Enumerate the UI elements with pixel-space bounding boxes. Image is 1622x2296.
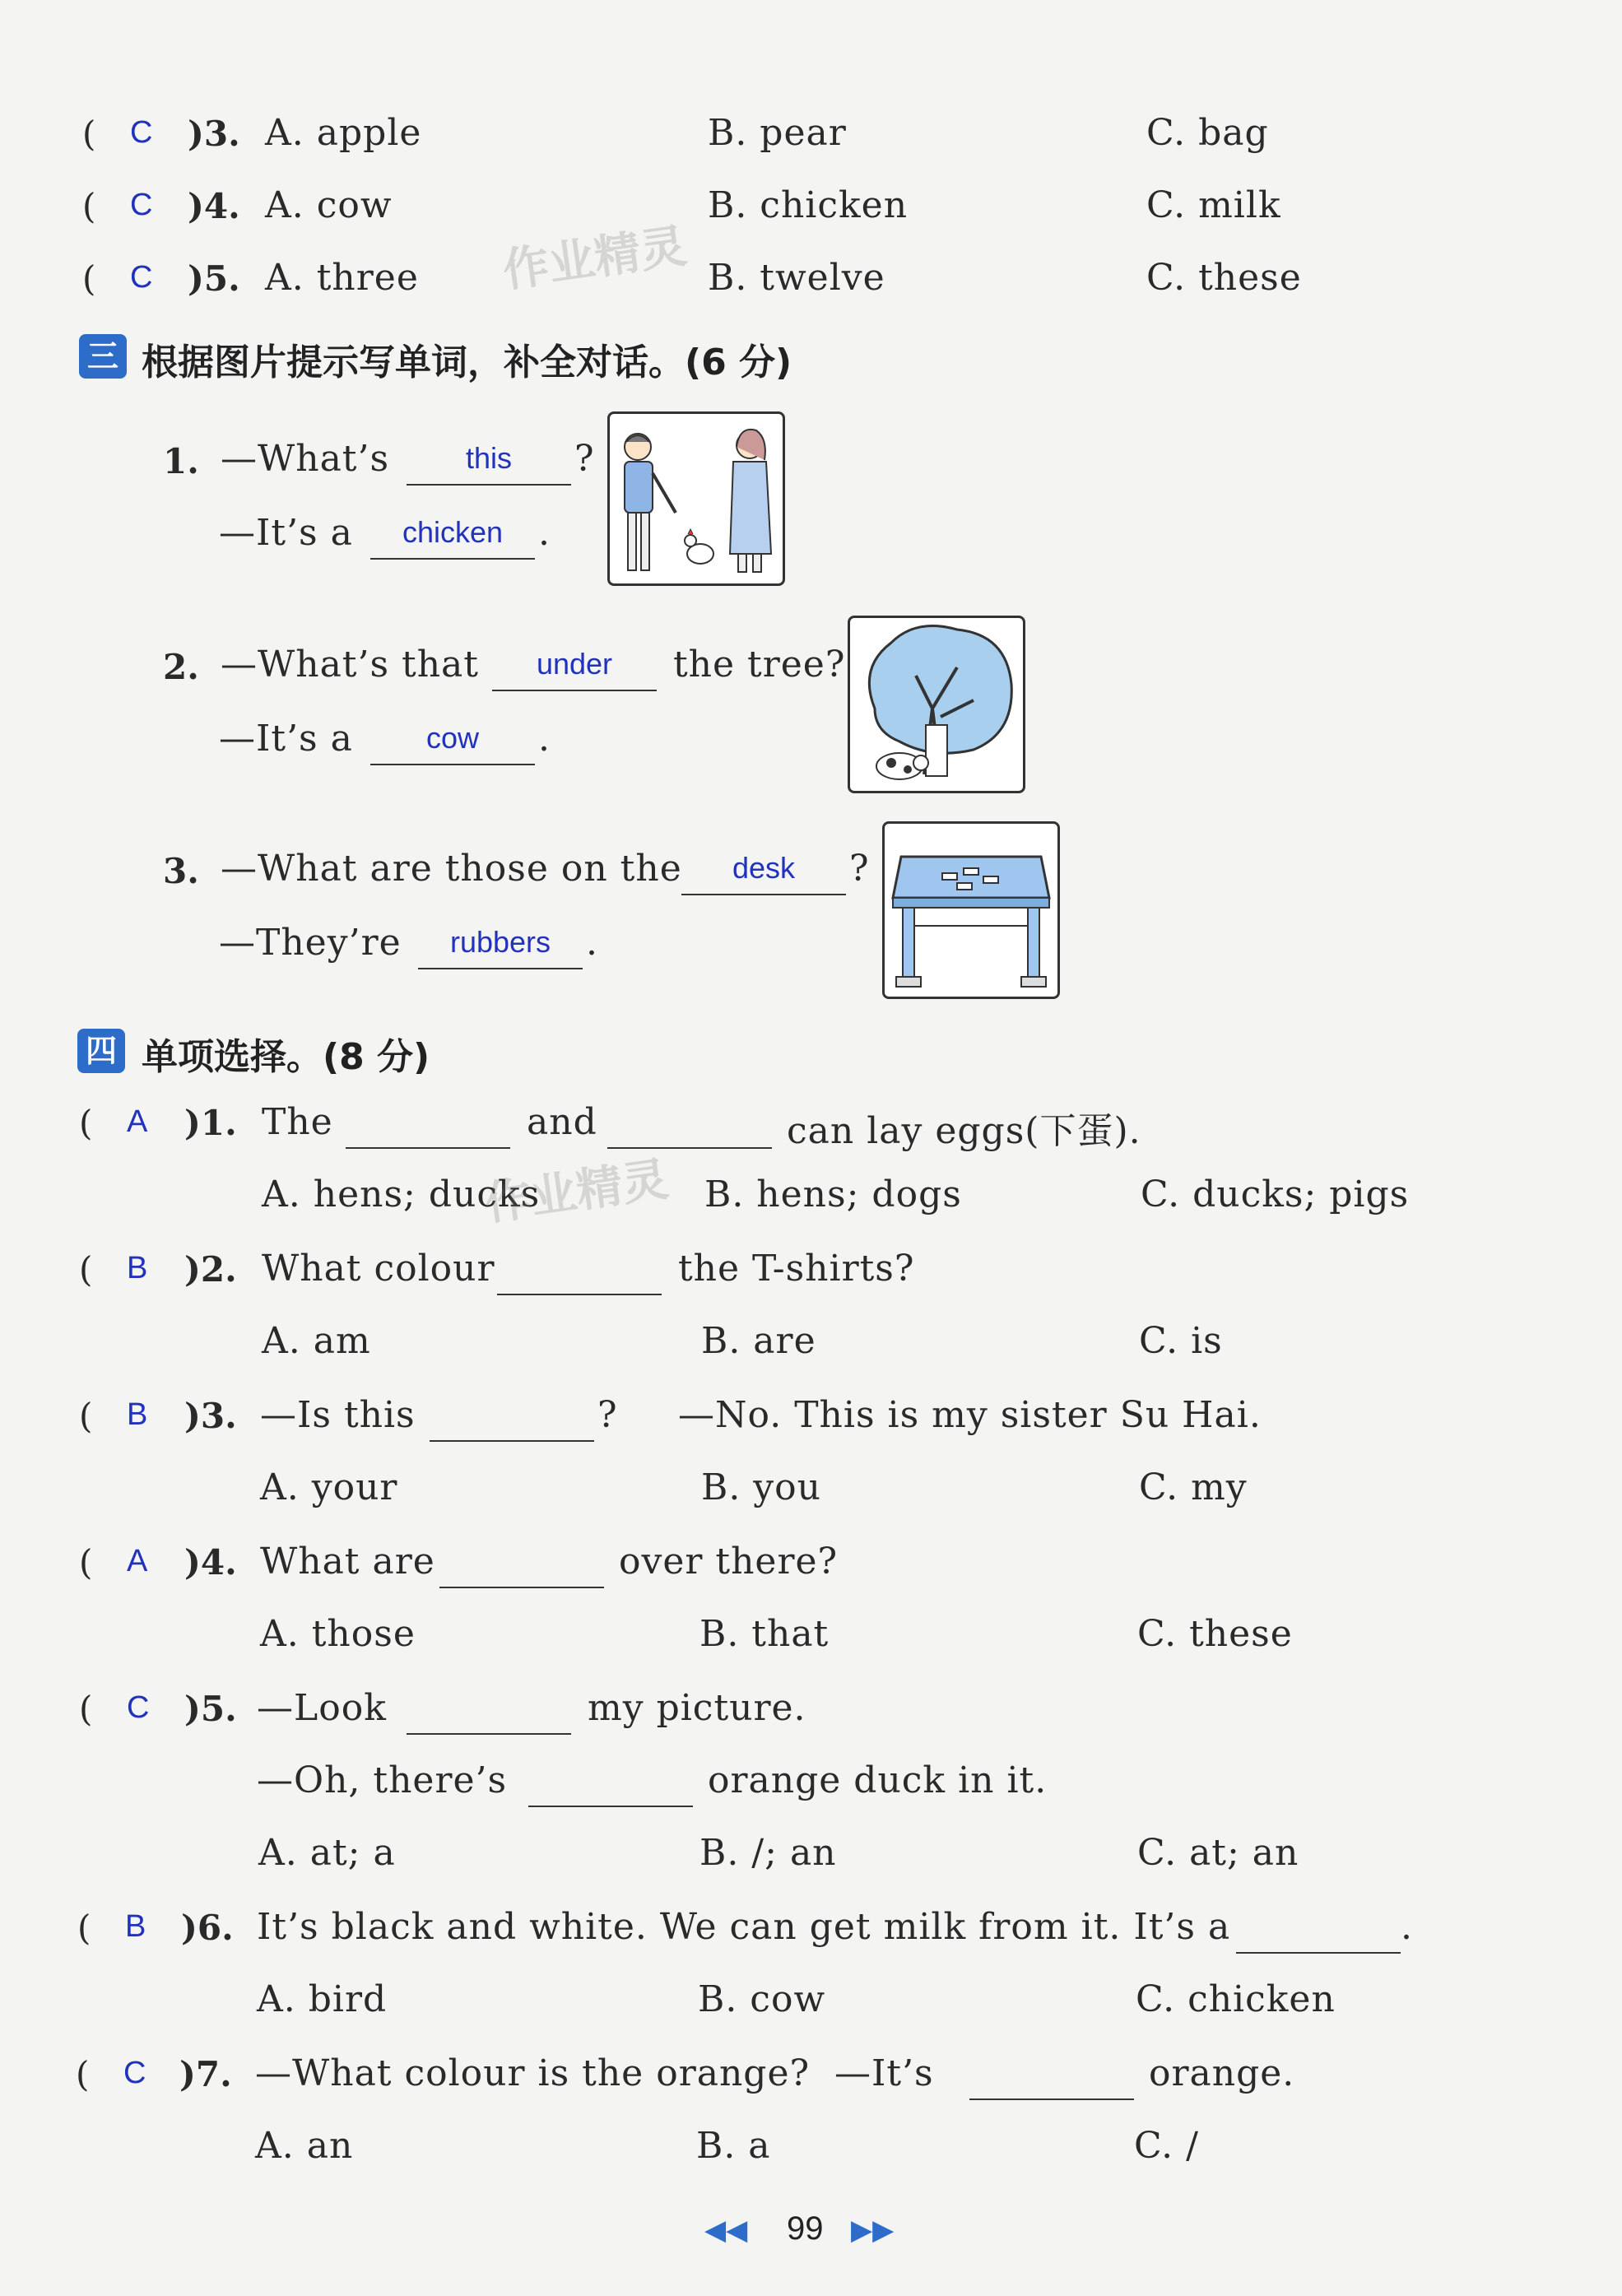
filled-answer: this [465,441,513,475]
dialog-line: —What’s [221,438,390,480]
answer: C [127,1690,150,1725]
question-number: )2. [184,1249,237,1290]
open-paren: ( [82,114,96,154]
section-badge-3: 三 [79,334,127,379]
question-number: )1. [184,1103,237,1143]
option-b: B. hens; dogs [704,1174,962,1215]
option-c: C. these [1137,1613,1293,1655]
option-b: B. chicken [708,184,909,226]
open-paren: ( [79,1396,93,1436]
answer-blank [497,1294,662,1295]
open-paren: ( [77,1908,91,1948]
answer: A [127,1544,148,1578]
next-page-arrows-icon: ▶▶ [851,2214,895,2247]
dialog-punct: . [538,718,551,760]
option-c: C. ducks; pigs [1141,1174,1410,1215]
option-c: C. / [1134,2125,1199,2167]
answer-blank [346,1147,510,1149]
prev-page-arrows-icon: ◀◀ [704,2214,748,2247]
answer-blank [681,894,846,895]
page-number: 99 [787,2210,824,2247]
dialog-line: —What are those on the [221,848,682,890]
question-text: It’s black and white. We can get milk from it. It’s a [257,1906,1231,1948]
question-text: What are [260,1541,435,1583]
answer: B [127,1251,148,1285]
question-number: )3. [188,114,240,154]
option-c: C. milk [1146,184,1281,226]
question-text: —No. This is my sister Su Hai. [678,1394,1262,1436]
option-a: A. an [255,2125,354,2167]
answer-blank [969,2098,1134,2100]
answer-blank [407,484,571,486]
desk-rubbers-illustration [885,824,1057,997]
open-paren: ( [79,1542,93,1583]
question-text: over there? [619,1541,839,1583]
open-paren: ( [79,1103,93,1143]
dialog-punct: ? [574,438,595,480]
question-text: —It’s [834,2052,934,2094]
picture-tree-cow [848,616,1025,793]
section-title-4: 单项选择。(8 分) [142,1036,430,1078]
option-a: A. at; a [258,1832,396,1874]
filled-answer: desk [732,851,796,885]
dialog-punct: . [538,512,551,554]
question-text: —Look [257,1687,387,1729]
question-number: )3. [184,1396,237,1436]
question-text: the T-shirts? [678,1248,915,1290]
answer-blank [370,558,535,560]
watermark: 作业精灵 [500,219,690,299]
question-text: —Is this [260,1394,416,1436]
option-c: C. chicken [1136,1978,1336,2020]
option-c: C. my [1139,1466,1248,1508]
boy-girl-chicken-illustration [610,414,783,583]
open-paren: ( [79,1249,93,1290]
answer-blank [439,1587,604,1588]
option-a: A. am [262,1320,371,1362]
question-number: 1. [163,441,199,481]
option-a: A. apple [265,112,422,154]
option-c: C. at; an [1137,1832,1299,1874]
question-text: —What colour is the orange? [255,2052,811,2094]
section-badge-4: 四 [77,1029,125,1073]
question-text: my picture. [588,1687,806,1729]
question-text: ? [597,1394,618,1436]
option-b: B. are [701,1320,816,1362]
option-a: A. your [260,1466,398,1508]
answer-blank [528,1806,693,1807]
question-number: )4. [188,186,240,226]
question-number: 2. [163,647,199,687]
answer-blank [407,1733,571,1735]
question-text: can lay eggs(下蛋). [787,1110,1141,1152]
question-text: What colour [262,1248,495,1290]
question-number: )6. [181,1908,234,1948]
option-c: C. these [1146,257,1302,299]
question-text: . [1401,1906,1413,1948]
answer-blank [370,764,535,765]
question-text: The [262,1101,333,1143]
option-a: A. hens; ducks [262,1174,541,1215]
answer-blank [418,968,583,969]
dialog-line: —They’re [219,922,402,964]
answer: A [127,1104,148,1139]
answer-blank [430,1440,594,1442]
option-a: A. bird [257,1978,388,2020]
option-b: B. twelve [708,257,885,299]
open-paren: ( [82,186,96,226]
option-a: A. cow [265,184,393,226]
dialog-line: the tree? [673,644,846,686]
filled-answer: rubbers [449,925,551,959]
option-c: C. bag [1146,112,1269,154]
answer: C [123,2056,146,2090]
answer: B [125,1909,146,1944]
open-paren: ( [82,258,96,299]
answer: C [130,188,153,222]
dialog-line: —It’s a [219,512,353,554]
option-a: A. three [265,257,419,299]
question-text: —Oh, there’s [257,1759,508,1801]
answer: C [130,260,153,295]
open-paren: ( [79,1689,93,1729]
option-b: B. cow [698,1978,826,2020]
option-b: B. that [699,1613,830,1655]
picture-boy-girl-chicken [607,411,785,586]
dialog-line: —It’s a [219,718,353,760]
question-number: )5. [188,258,240,299]
option-b: B. pear [708,112,847,154]
option-b: B. a [696,2125,771,2167]
answer-blank [1236,1952,1401,1954]
question-text: and [527,1101,597,1143]
option-b: B. /; an [699,1832,837,1874]
question-text: orange duck in it. [708,1759,1048,1801]
dialog-punct: ? [849,848,870,890]
question-number: )4. [184,1542,237,1583]
picture-desk-rubbers [882,821,1060,999]
dialog-punct: . [586,922,598,964]
answer-blank [492,690,657,691]
answer: B [127,1397,148,1432]
option-b: B. you [701,1466,821,1508]
open-paren: ( [76,2054,90,2094]
filled-answer: cow [425,721,480,755]
dialog-line: —What’s that [221,644,479,686]
answer: C [130,115,153,150]
question-number: )7. [179,2054,232,2094]
question-number: )5. [184,1689,237,1729]
watermark: 作业精灵 [481,1152,672,1232]
option-a: A. those [260,1613,416,1655]
question-number: 3. [163,851,199,891]
section-title-3: 根据图片提示写单词，补全对话。(6 分) [142,342,792,383]
filled-answer: under [536,647,613,681]
filled-answer: chicken [402,515,504,549]
question-text: orange. [1149,2052,1295,2094]
option-c: C. is [1139,1320,1223,1362]
tree-cow-illustration [850,618,1023,791]
